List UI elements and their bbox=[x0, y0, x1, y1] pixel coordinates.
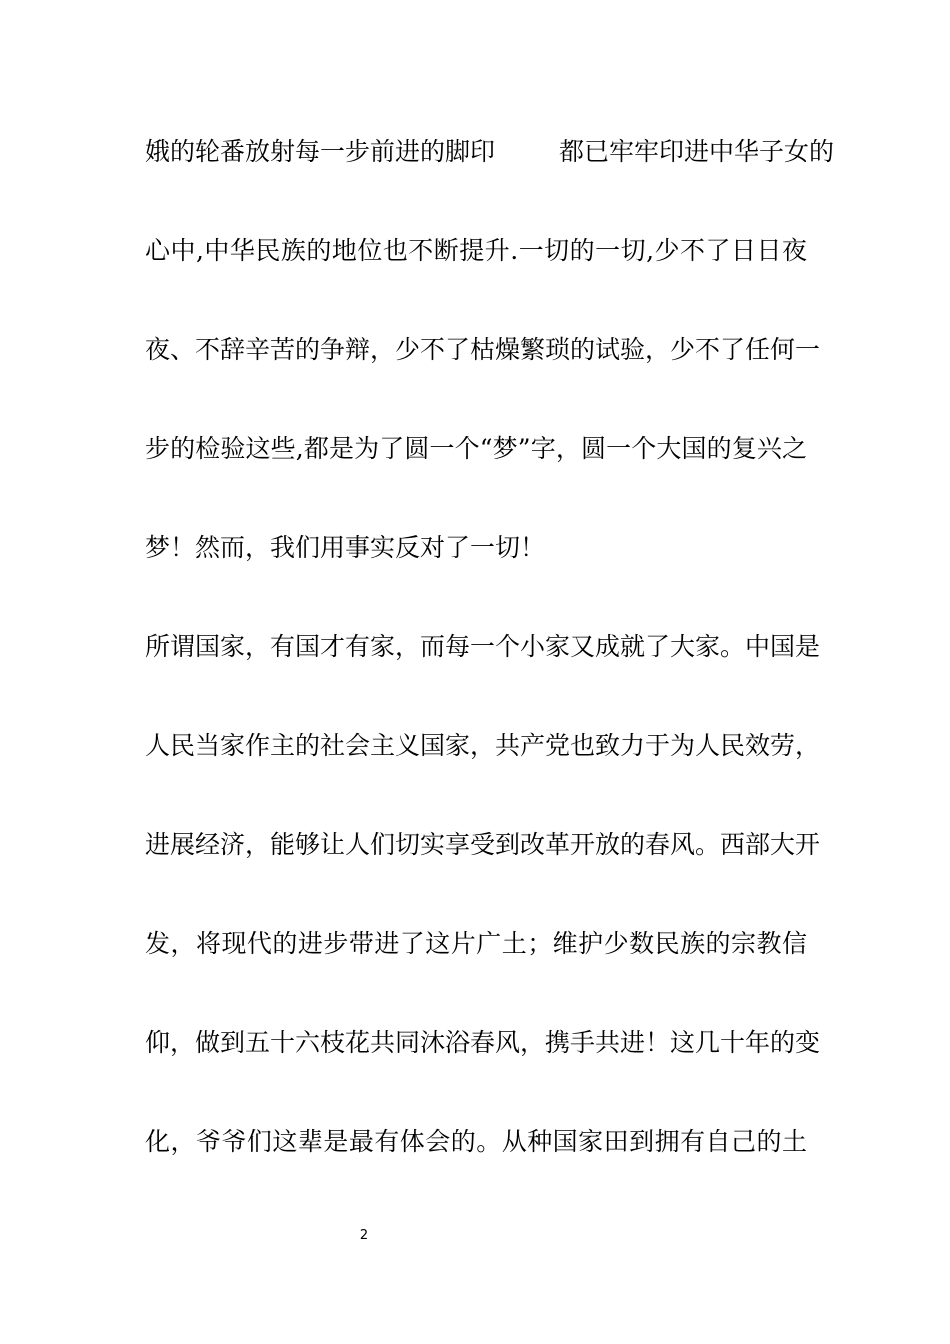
text-line bbox=[145, 136, 835, 168]
text-segment: 娥的轮番放射每一步前进的脚印 bbox=[145, 137, 496, 166]
text-line: 心中,中华民族的地位也不断提升.一切的一切,少不了日日夜 bbox=[145, 236, 807, 265]
text-line: 化，爷爷们这辈是最有体会的。从种国家田到拥有自己的土 bbox=[145, 1127, 807, 1156]
page-number: 2 bbox=[359, 1228, 369, 1243]
text-line: 发，将现代的进步带进了这片广土；维护少数民族的宗教信 bbox=[145, 929, 807, 958]
text-line: 仰，做到五十六枝花共同沐浴春风，携手共进！这几十年的变 bbox=[145, 1028, 821, 1057]
text-line: 所谓国家，有国才有家，而每一个小家又成就了大家。中国是 bbox=[145, 632, 821, 661]
text-line: 人民当家作主的社会主义国家，共产党也致力于为人民效劳， bbox=[145, 731, 821, 760]
text-line: 步的检验这些,都是为了圆一个“梦”字，圆一个大国的复兴之 bbox=[145, 434, 807, 463]
text-line: 梦！然而，我们用事实反对了一切！ bbox=[145, 533, 546, 562]
text-line: 进展经济，能够让人们切实享受到改革开放的春风。西部大开 bbox=[145, 830, 821, 859]
text-segment: 都已牢牢印进中华子女的 bbox=[559, 137, 835, 166]
text-line: 夜、不辞辛苦的争辩，少不了枯燥繁琐的试验，少不了任何一 bbox=[145, 335, 821, 364]
